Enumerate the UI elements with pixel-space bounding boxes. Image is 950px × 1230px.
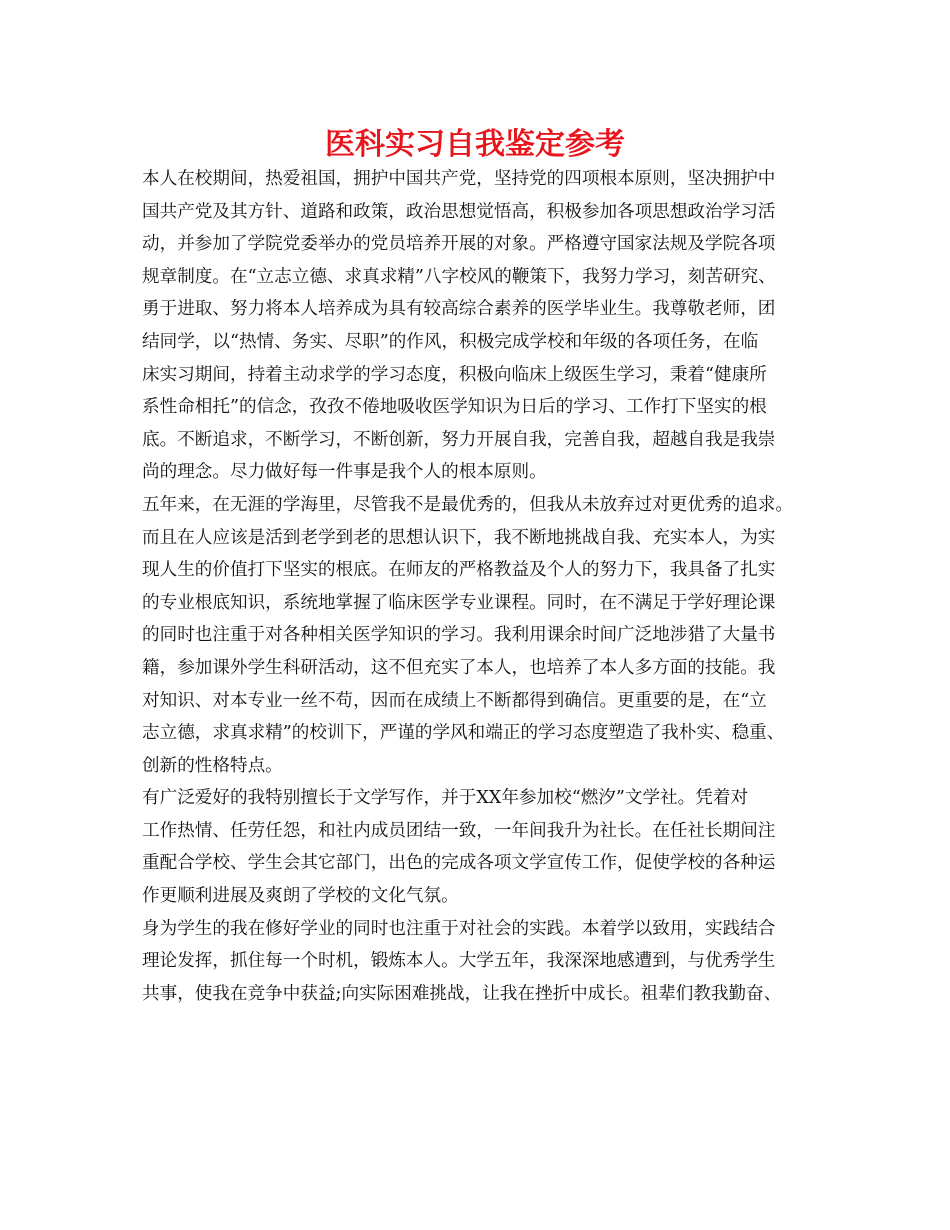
body-line: 志立德，求真求精”的校训下，严谨的学风和端正的学习态度塑造了我朴实、稳重、 (142, 723, 785, 744)
body-line: 重配合学校、学生会其它部门，出色的完成各项文学宣传工作，促使学校的各种运 (142, 853, 776, 874)
body-line: 身为学生的我在修好学业的同时也注重于对社会的实践。本着学以致用，实践结合 (142, 918, 776, 939)
body-line: 勇于进取、努力将本人培养成为具有较高综合素养的医学毕业生。我尊敬老师，团 (142, 299, 776, 320)
body-line: 尚的理念。尽力做好每一件事是我个人的根本原则。 (142, 462, 547, 483)
body-line: 共事，使我在竞争中获益;向实际困难挑战，让我在挫折中成长。祖辈们教我勤奋、 (142, 983, 782, 1004)
body-line: 底。不断追求，不断学习，不断创新，努力开展自我，完善自我，超越自我是我崇 (142, 429, 776, 450)
body-line: 系性命相托”的信念，孜孜不倦地吸收医学知识为日后的学习、工作打下坚实的根 (142, 397, 767, 418)
body-line: 结同学，以“热情、务实、尽职”的作风，积极完成学校和年级的各项任务，在临 (142, 331, 759, 352)
body-line: 有广泛爱好的我特别擅长于文学写作，并于XX年参加校“燃汐”文学社。凭着对 (142, 788, 749, 809)
body-line: 本人在校期间，热爱祖国，拥护中国共产党，坚持党的四项根本原则，坚决拥护中 (142, 169, 776, 189)
body-line: 而且在人应该是活到老学到老的思想认识下，我不断地挑战自我、充实本人，为实 (142, 527, 776, 548)
body-line: 五年来，在无涯的学海里，尽管我不是最优秀的，但我从未放弃过对更优秀的追求。 (142, 494, 793, 515)
body-line: 现人生的价值打下坚实的根底。在师友的严格教益及个人的努力下，我具备了扎实 (142, 560, 776, 581)
body-line: 规章制度。在“立志立德、求真求精”八字校风的鞭策下，我努力学习，刻苦研究、 (142, 266, 776, 287)
body-line: 理论发挥，抓住每一个时机，锻炼本人。大学五年，我深深地感遭到，与优秀学生 (142, 951, 776, 972)
body-line: 动，并参加了学院党委举办的党员培养开展的对象。严格遵守国家法规及学院各项 (142, 234, 776, 255)
body-line: 作更顺利进展及爽朗了学校的文化气氛。 (142, 886, 459, 907)
document-title: 医科实习自我鉴定参考 (325, 127, 625, 162)
body-line: 籍，参加课外学生科研活动，这不但充实了本人，也培养了本人多方面的技能。我 (142, 657, 776, 678)
body-line: 创新的性格特点。 (142, 755, 283, 776)
body-line: 的同时也注重于对各种相关医学知识的学习。我利用课余时间广泛地涉猎了大量书 (142, 625, 776, 646)
document-body (142, 163, 824, 1010)
body-line: 工作热情、任劳任怨，和社内成员团结一致，一年间我升为社长。在任社长期间注 (142, 820, 776, 841)
body-line: 的专业根底知识，系统地掌握了临床医学专业课程。同时，在不满足于学好理论课 (142, 592, 776, 613)
body-line: 床实习期间，持着主动求学的学习态度，积极向临床上级医生学习，秉着“健康所 (142, 364, 767, 385)
body-line: 国共产党及其方针、道路和政策，政治思想觉悟高，积极参加各项思想政治学习活 (142, 201, 776, 222)
body-line: 对知识、对本专业一丝不苟，因而在成绩上不断都得到确信。更重要的是，在“立 (142, 690, 767, 711)
